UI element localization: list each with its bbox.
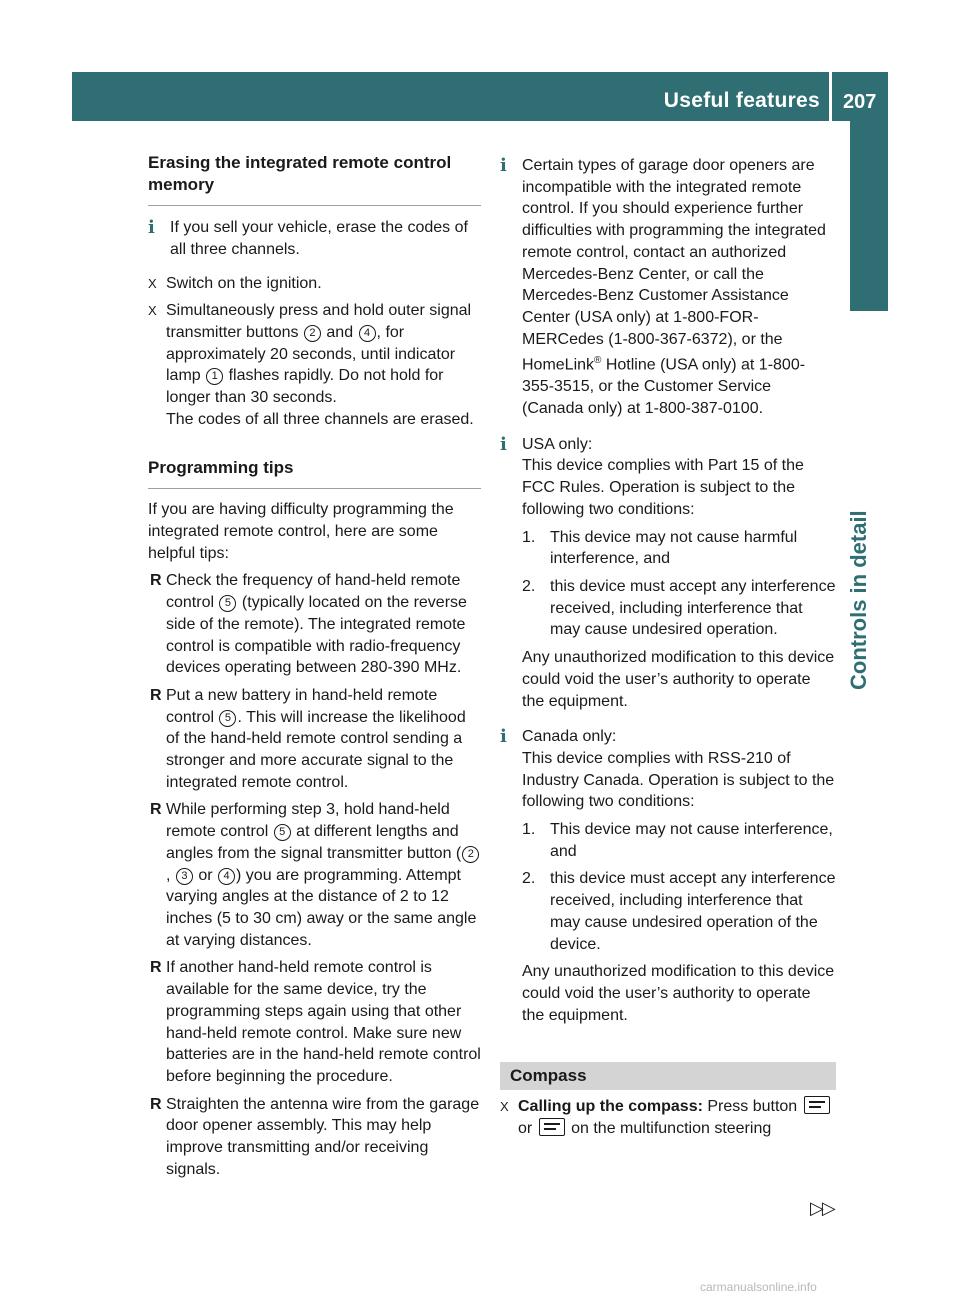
step-text: or <box>518 1120 537 1138</box>
list-text: this device must accept any interference received, including interference that may cause undesired operation of the device. <box>550 870 836 953</box>
section-title: Useful features <box>663 89 820 112</box>
list-text: This device may not cause harmful interference, and <box>550 528 798 568</box>
step-text: Simultaneously press and hold outer signal transmitter buttons <box>166 302 472 341</box>
step-arrow-icon: X <box>148 303 157 319</box>
watermark: carmanualsonline.info <box>700 1280 817 1294</box>
circled-number: 5 <box>219 595 236 612</box>
bullet-icon: R <box>150 1095 162 1113</box>
header-divider <box>829 72 832 121</box>
menu-forward-button-icon <box>539 1118 565 1136</box>
step-item <box>148 273 481 295</box>
tip-item <box>148 1094 481 1181</box>
info-icon: i <box>148 217 155 238</box>
step-text: , for approximately 20 seconds, until indicator lamp <box>166 323 456 385</box>
circled-number: 2 <box>304 325 321 342</box>
tip-item <box>148 570 481 679</box>
tip-text: Straighten the antenna wire from the garage door opener assembly. This may help improve transmitting and/or receiving signals. <box>166 1095 480 1178</box>
step-arrow-icon: X <box>500 1099 509 1115</box>
list-number: 2. <box>522 577 536 595</box>
bullet-icon: R <box>150 686 162 704</box>
tip-text: . This will increase the likelihood of the hand-held remote control sending a stronger and more accurate signal to the integrated remote control. <box>166 708 466 791</box>
heading-rule <box>148 205 481 206</box>
step-item <box>500 1096 836 1139</box>
tip-text: at different lengths and angles from the signal transmitter button ( <box>166 823 462 862</box>
tip-item <box>148 799 481 951</box>
page-number: 207 <box>843 91 877 113</box>
step-item <box>148 300 481 430</box>
right-column <box>500 155 836 1140</box>
step-text: flashes rapidly. Do not hold for longer than 30 seconds. <box>166 367 444 406</box>
info-note-canada <box>500 726 836 1026</box>
tip-text: (typically located on the reverse side of the remote). The integrated remote control is compatible with radio-frequency devices operating between 280-390 MHz. <box>166 594 467 677</box>
registered-mark: ® <box>594 355 602 367</box>
info-text: Hotline (USA only) at 1-800-355-3515, or the Customer Service (Canada only) at 1-800-387-0100. <box>522 356 806 418</box>
info-note-usa <box>500 434 836 712</box>
usa-text: This device complies with Part 15 of the FCC Rules. Operation is subject to the following two conditions: <box>522 457 804 518</box>
left-column <box>148 152 481 1180</box>
step-text: on the multifunction steering <box>566 1120 772 1138</box>
erase-heading: Erasing the integrated remote control memory <box>148 153 452 194</box>
list-text: This device may not cause interference, and <box>550 821 833 860</box>
continue-icon: ▷▷ <box>810 1198 834 1218</box>
list-number: 2. <box>522 870 536 888</box>
tips-intro: If you are having difficulty programming the integrated remote control, here are some helpful tips: <box>148 501 454 562</box>
info-note <box>500 155 836 420</box>
list-item <box>522 527 836 570</box>
circled-number: 4 <box>359 325 376 342</box>
step-text: Switch on the ignition. <box>166 275 322 293</box>
list-item <box>522 868 836 955</box>
tip-text: While performing step 3, hold hand-held remote control <box>166 801 450 841</box>
side-chapter-label: Controls in detail <box>846 510 871 690</box>
tip-item <box>148 685 481 794</box>
usa-footer: Any unauthorized modification to this device could void the user’s authority to operate the equipment. <box>522 649 835 710</box>
canada-footer: Any unauthorized modification to this device could void the user’s authority to operate the equipment. <box>522 963 835 1024</box>
circled-number: 3 <box>176 868 193 885</box>
tip-item <box>148 957 481 1087</box>
bullet-icon: R <box>150 801 162 819</box>
usa-title: USA only: <box>522 435 593 453</box>
step-text: Press button <box>702 1098 802 1116</box>
tips-heading: Programming tips <box>148 458 294 478</box>
info-icon: i <box>500 726 507 748</box>
heading-rule <box>148 488 481 489</box>
bullet-icon: R <box>150 572 162 590</box>
list-number: 1. <box>522 821 536 839</box>
tip-text: Check the frequency of hand-held remote control <box>166 572 461 612</box>
list-number: 1. <box>522 528 536 546</box>
circled-number: 1 <box>206 368 223 385</box>
step-result: The codes of all three channels are erased. <box>166 410 474 428</box>
list-item <box>522 576 836 641</box>
canada-title: Canada only: <box>522 728 617 746</box>
circled-number: 5 <box>274 824 291 841</box>
menu-back-button-icon <box>804 1096 830 1114</box>
list-item <box>522 819 836 862</box>
info-icon: i <box>500 155 507 176</box>
side-tab <box>850 121 888 311</box>
header-bar <box>72 72 888 121</box>
info-text: Certain types of garage door openers are incompatible with the integrated remote control. If you should experience further difficulties with programming the integrated remote control, contact an authorized Mercedes-Benz Center, or call the Mercedes-Benz Customer Assistance Center (USA only) at 1-800-FOR-MERCedes (1-800-367-6372), or the HomeLink <box>522 157 826 374</box>
info-note <box>148 217 481 260</box>
tip-text: or <box>193 866 218 884</box>
tip-text: Put a new battery in hand-held remote control <box>166 686 438 726</box>
step-text: and <box>321 323 358 341</box>
circled-number: 4 <box>218 868 235 885</box>
tip-text: ) you are programming. Attempt varying angles at the distance of 2 to 12 inches (5 to 30 cm) away or the same angle at varying distances. <box>166 866 477 949</box>
info-icon: i <box>500 433 507 455</box>
step-label: Calling up the compass: <box>518 1098 703 1116</box>
bullet-icon: R <box>150 959 162 977</box>
tip-text: , <box>166 866 175 884</box>
compass-heading: Compass <box>500 1062 836 1090</box>
tip-text: If another hand-held remote control is available for the same device, try the programming steps again using that other hand-held remote control. Make sure new batteries are in the hand-held remote control before beginning the procedure. <box>166 959 481 1085</box>
canada-text: This device complies with RSS-210 of Industry Canada. Operation is subject to the following two conditions: <box>522 749 835 811</box>
circled-number: 5 <box>219 710 236 727</box>
list-text: this device must accept any interference received, including interference that may cause undesired operation. <box>550 577 836 639</box>
info-text: If you sell your vehicle, erase the codes of all three channels. <box>170 219 468 258</box>
circled-number: 2 <box>462 846 479 863</box>
step-arrow-icon: X <box>148 276 157 292</box>
